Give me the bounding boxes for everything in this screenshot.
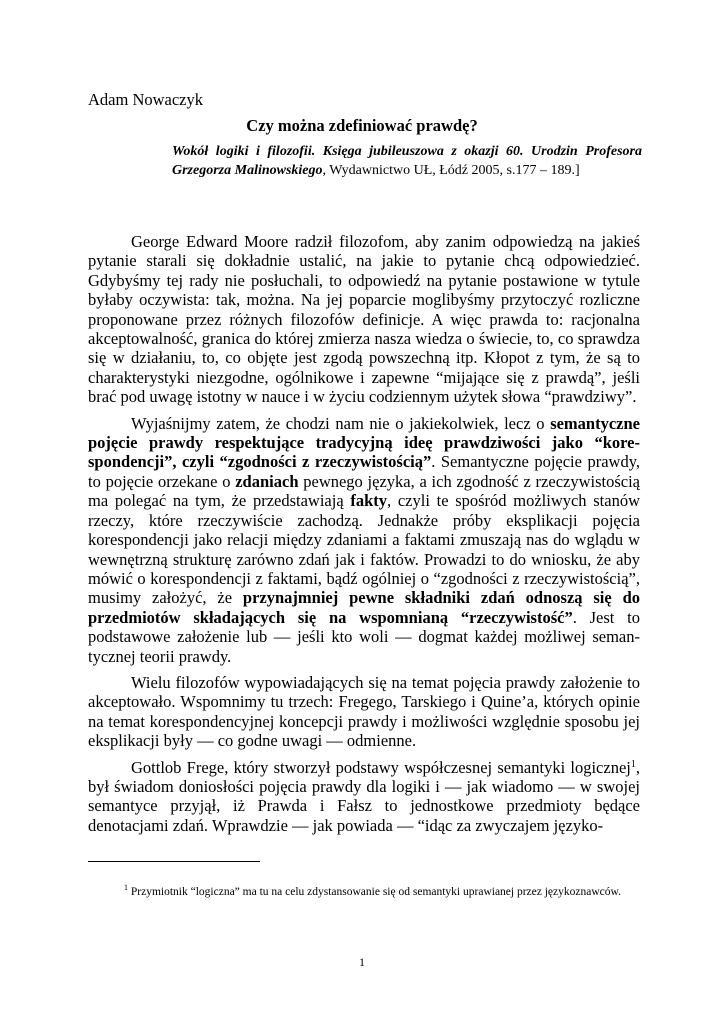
paragraph-4	[88, 758, 640, 836]
article-body	[88, 232, 640, 842]
source-book-title: Wokół logiki i filozofii. Księga jubileuszowa z okazji 60. Urodzin Profesora Grzegorza Malinowskiego	[172, 144, 642, 178]
paragraph-2-text: pewnego języka, a ich zgodność z rzeczywistością ma polegać na tym, że przedstawiają	[88, 471, 641, 511]
footnote-number: 1	[124, 883, 128, 892]
footnote-text: Przymiotnik “logiczna” ma tu na celu zdystansowanie się od semantyki uprawianej przez językoznawców.	[128, 886, 621, 898]
footnote	[88, 880, 640, 904]
paragraph-2-text: , czyli te spośród możliwych stanów rzeczy, które rzeczywiście zachodzą. Jednakże próby eksplikacji pojęcia korespondencji jako relacji między zdaniami a faktami zmuszają nas do wglądu w wewnętrzną strukturę zarówno zdań jak i faktów. Prowadzi to do wniosku, że aby mówić o korespondencji z faktami, bądź ogólniej o “zgodności z rzeczywistością”, musimy założyć, że	[88, 491, 640, 608]
paragraph-2-emphasis: przynajmniej pewne składniki zdań odnoszą się do przedmiotów składających się na wspomnianą “rzeczywistość”	[88, 588, 640, 627]
footnote-separator	[88, 861, 260, 862]
paragraph-2-text: Wyjaśnijmy zatem, że chodzi nam nie o jakiekolwiek, lecz o	[131, 413, 551, 433]
paragraph-2-emphasis: semantyczne pojęcie prawdy respektujące tradycyjną ideę prawdziwości jako “korespondencji”, czyli “zgodności z rzeczywistością”	[88, 413, 640, 472]
paragraph-4-text: , był świadom doniosłości pojęcia prawdy dla logiki i — jak wiadomo — w swojej semantyce przyjął, iż Prawda i Fałsz to jednostkowe przedmioty będące denotacjami zdań. Wprawdzie — jak powiada — “idąc za zwyczajem języko-	[88, 757, 640, 835]
paragraph-2	[88, 414, 640, 666]
paragraph-2-text: . Jest to podstawowe założenie lub — jeśli kto woli — dogmat każdej możliwej semantycznej teorii prawdy.	[88, 607, 641, 666]
paragraph-2-emphasis: fakty	[350, 491, 388, 511]
article-title: Czy można zdefiniować prawdę?	[246, 116, 478, 135]
paragraph-2-emphasis: zdaniach	[235, 471, 299, 491]
source-citation	[172, 142, 642, 180]
source-publisher: , Wydawnictwo UŁ, Łódź 2005, s.177 – 189.]	[322, 163, 580, 178]
paragraph-4-text: Gottlob Frege, który stworzył podstawy współczesnej semantyki logicznej	[131, 757, 631, 777]
footnote-reference[interactable]: 1	[630, 758, 636, 770]
author-name: Adam Nowaczyk	[88, 90, 204, 109]
paragraph-2-text: . Semantyczne pojęcie prawdy, to pojęcie orzekane o	[88, 452, 640, 491]
paragraph-1: George Edward Moore radził filozofom, aby zanim odpowiedzą na jakieś pytanie starali się dokładnie ustalić, na jakie to pytanie chcą odpowiedzieć. Gdybyśmy tej rady nie posłuchali, to odpowiedź na pytanie postawione w tytule byłaby oczywista: tak, można. Na jej poparcie moglibyśmy przytoczyć rozliczne proponowane przez różnych filozofów definicje. A więc prawda to: racjonalna akceptowalność, granica do której zmierza nasza wiedza o świecie, to, co sprawdza się w działaniu, to, co objęte jest zgodą powszechną itp. Kłopot z tym, że są to charakterystyki niezgodne, ogólnikowe i zapewne “mijające się z prawdą”, jeśli brać pod uwagę istotny w nauce i w życiu codziennym użytek słowa “prawdziwy”.	[88, 232, 640, 407]
paragraph-3: Wielu filozofów wypowiadających się na temat pojęcia prawdy założenie to akceptowało. Wspomnimy tu trzech: Fregego, Tarskiego i Quine’a, których opinie na temat korespondencyjnej koncepcji prawdy i możliwości względnie sposobu jej eksplikacji były — co godne uwagi — odmienne.	[88, 672, 640, 751]
page-number: 1	[359, 955, 365, 969]
